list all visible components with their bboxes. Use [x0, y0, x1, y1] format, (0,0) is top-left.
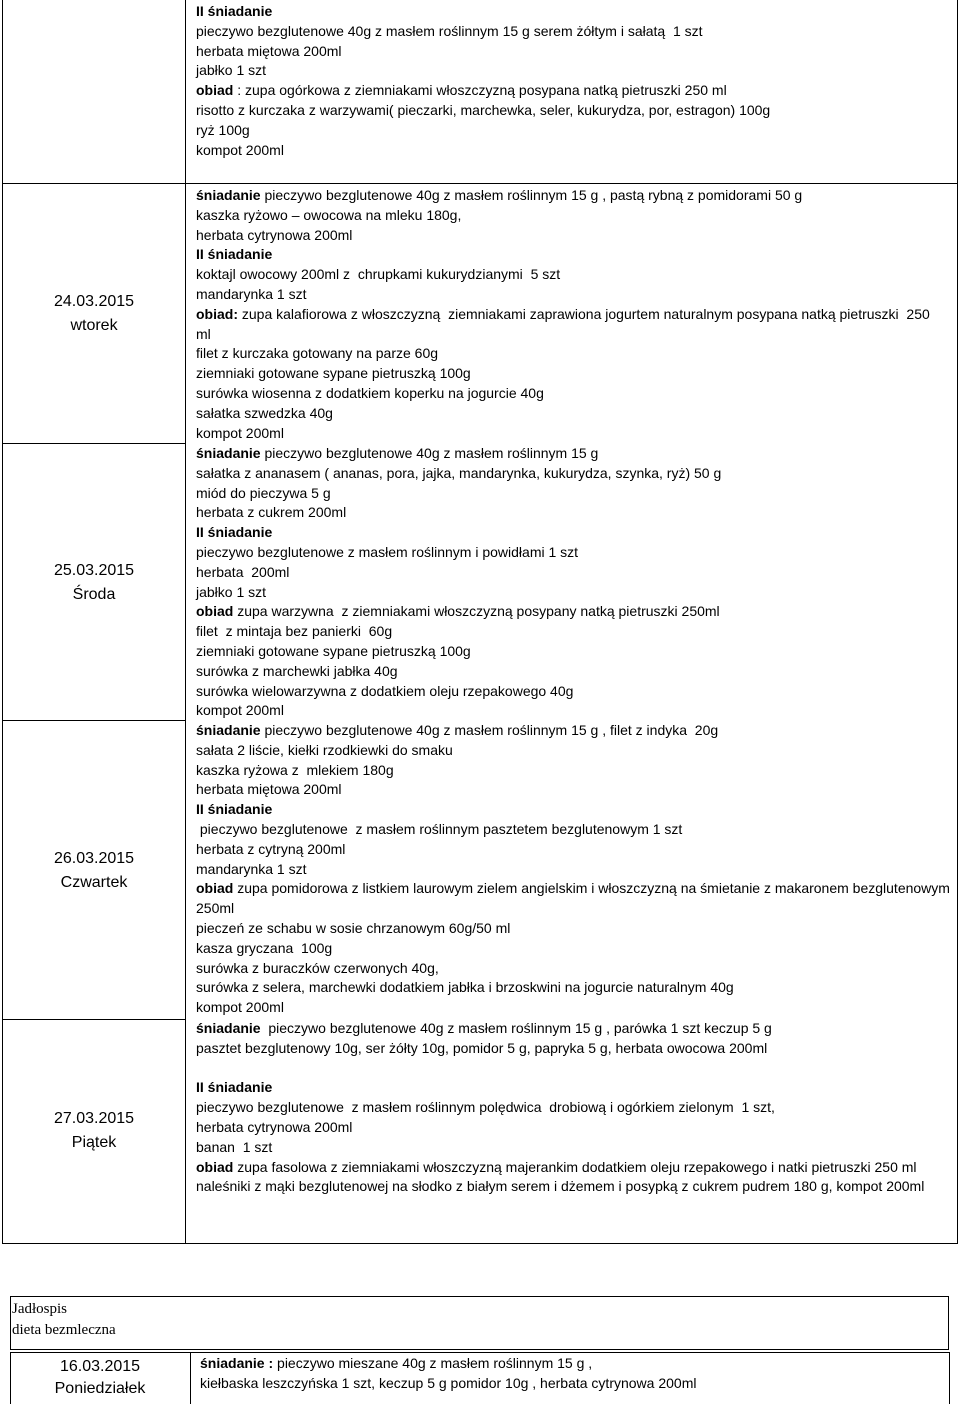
- meal-label: II śniadanie: [196, 246, 273, 263]
- meal-label: II śniadanie: [196, 3, 273, 19]
- menu-block-friday: [196, 1019, 956, 1197]
- day-date: 25.03.2015: [53, 562, 135, 579]
- menu-line: [196, 978, 956, 998]
- menu-line: [196, 424, 956, 444]
- menu-text: zupa warzywna z ziemniakami włoszczyzną posypany natką pietruszki 250ml: [233, 603, 720, 620]
- meal-label: obiad:: [196, 305, 238, 322]
- meal-label: śniadanie: [196, 445, 261, 461]
- menu-line: [196, 404, 956, 424]
- menu-line: [196, 800, 956, 820]
- menu-text: surówka z marchewki jabłka 40g: [196, 662, 398, 679]
- menu-block-previous-day: [196, 2, 956, 160]
- day-date: 24.03.2015: [53, 293, 135, 310]
- menu-line: [196, 364, 956, 384]
- meal-label: śniadanie: [196, 722, 261, 738]
- menu-text: kaszka ryżowo – owocowa na mleku 180g,: [196, 206, 462, 223]
- menu-block-thursday: [196, 721, 956, 1018]
- menu-text: surówka wiosenna z dodatkiem koperku na jogurcie 40g: [196, 384, 544, 401]
- menu-text: pieczeń ze schabu w sosie chrzanowym 60g/50 ml: [196, 919, 511, 936]
- menu-text: ziemniaki gotowane sypane pietruszką 100g: [196, 365, 471, 382]
- menu-text: filet z kurczaka gotowany na parze 60g: [196, 345, 439, 362]
- menu-line: [196, 2, 956, 22]
- menu-line: [196, 1138, 956, 1158]
- date-cell-tuesday: [3, 290, 185, 338]
- meal-label: II śniadanie: [196, 1079, 273, 1096]
- menu-text: 250ml: [196, 900, 235, 917]
- menu-line: [196, 820, 956, 840]
- menu-text: kompot 200ml: [196, 702, 284, 719]
- menu-text: pieczywo bezglutenowe 40g z masłem roślinnym 15 g , pastą rybną z pomidorami 50 g: [260, 187, 803, 203]
- menu-text: pieczywo bezglutenowe z masłem roślinnym pasztetem bezglutenowym 1 szt: [196, 820, 683, 837]
- menu-line: [196, 919, 956, 939]
- row-divider-2: [2, 443, 185, 444]
- monday-border-top: [10, 1352, 950, 1353]
- menu-line: [196, 1059, 956, 1079]
- menu-line: [196, 1118, 956, 1138]
- legend-box: [10, 1296, 949, 1350]
- menu-line: [196, 741, 956, 761]
- menu-line: [196, 840, 956, 860]
- meal-label: II śniadanie: [196, 801, 273, 818]
- monday-column-divider: [190, 1352, 191, 1404]
- menu-line: [196, 682, 956, 702]
- menu-line: [196, 543, 956, 563]
- menu-line: [196, 325, 956, 345]
- day-date: 26.03.2015: [53, 850, 135, 867]
- menu-line: [196, 998, 956, 1018]
- menu-line: [196, 642, 956, 662]
- menu-text: risotto z kurczaka z warzywami( pieczarki, marchewka, seler, kukurydza, por, estragon) 100g: [196, 101, 771, 118]
- menu-line: [196, 761, 956, 781]
- menu-text: zupa pomidorowa z listkiem laurowym zielem angielskim i włoszczyzną na śmietanie z makaronem bezglutenowym: [233, 880, 950, 897]
- menu-text: mandarynka 1 szt: [196, 860, 307, 877]
- menu-text: banan 1 szt: [196, 1138, 273, 1155]
- menu-text: pieczywo bezglutenowe z masłem roślinnym i powidłami 1 szt: [196, 543, 579, 560]
- menu-line: [196, 444, 956, 464]
- menu-text: herbata z cukrem 200ml: [196, 504, 347, 521]
- menu-text: kaszka ryżowa z mlekiem 180g: [196, 761, 394, 778]
- menu-text: surówka z selera, marchewki dodatkiem jabłka i brzoskwini na jogurcie naturalnym 40g: [196, 979, 734, 996]
- menu-line: [196, 959, 956, 979]
- menu-text: pieczywo bezglutenowe 40g z masłem roślinnym 15 g serem żółtym i sałatą 1 szt: [196, 22, 703, 39]
- menu-text: kompot 200ml: [196, 999, 284, 1016]
- menu-text: miód do pieczywa 5 g: [196, 484, 331, 501]
- meal-label: śniadanie: [196, 1020, 261, 1036]
- menu-line: [196, 464, 956, 484]
- menu-line: [196, 384, 956, 404]
- date-cell-monday: [10, 1356, 190, 1400]
- menu-text: surówka wielowarzywna z dodatkiem oleju rzepakowego 40g: [196, 682, 574, 699]
- legend-title: Jadłospis: [12, 1301, 68, 1317]
- menu-text: pieczywo bezglutenowe 40g z masłem roślinnym 15 g , filet z indyka 20g: [260, 722, 719, 738]
- legend-subtitle: dieta bezmleczna: [12, 1322, 116, 1338]
- day-weekday: Środa: [72, 586, 116, 603]
- menu-line: [196, 1098, 956, 1118]
- menu-text: ml: [196, 325, 211, 342]
- menu-line: [196, 81, 956, 101]
- row-divider-4: [2, 1019, 185, 1020]
- date-cell-friday: [3, 1107, 185, 1155]
- day-date: 27.03.2015: [53, 1110, 135, 1127]
- monday-border-right: [949, 1352, 950, 1404]
- menu-text: pasztet bezglutenowy 10g, ser żółty 10g, pomidor 5 g, papryka 5 g, herbata owocowa 200ml: [196, 1039, 768, 1056]
- menu-line: [196, 503, 956, 523]
- date-cell-wednesday: [3, 559, 185, 607]
- menu-line: [196, 226, 956, 246]
- menu-text: ryż 100g: [196, 121, 250, 138]
- table-border-bottom: [2, 1243, 958, 1244]
- menu-line: [196, 721, 956, 741]
- menu-text: kompot 200ml: [196, 424, 284, 441]
- menu-line: [196, 622, 956, 642]
- menu-block-wednesday: [196, 444, 956, 721]
- menu-line: [196, 245, 956, 265]
- day-weekday: Poniedziałek: [54, 1380, 146, 1397]
- menu-text: sałatka szwedzka 40g: [196, 404, 333, 421]
- menu-text: [196, 1060, 200, 1076]
- menu-text: kompot 200ml: [196, 141, 284, 158]
- menu-text: pieczywo mieszane 40g z masłem roślinnym 15 g ,: [273, 1355, 593, 1371]
- meal-label: II śniadanie: [196, 524, 273, 541]
- menu-line: [196, 186, 956, 206]
- menu-line: [196, 879, 956, 899]
- menu-line: [196, 206, 956, 226]
- menu-text: sałata 2 liście, kiełki rzodkiewki do smaku: [196, 741, 453, 758]
- menu-text: koktajl owocowy 200ml z chrupkami kukurydzianymi 5 szt: [196, 266, 561, 283]
- menu-line: [196, 61, 956, 81]
- menu-text: herbata cytrynowa 200ml: [196, 226, 353, 243]
- menu-line: [196, 265, 956, 285]
- menu-line: [196, 583, 956, 603]
- row-divider-1: [2, 183, 958, 184]
- menu-line: [196, 484, 956, 504]
- menu-text: pieczywo bezglutenowe z masłem roślinnym polędwica drobiową i ogórkiem zielonym 1 szt,: [196, 1099, 775, 1116]
- menu-line: [196, 42, 956, 62]
- menu-block-tuesday: [196, 186, 956, 443]
- menu-text: filet z mintaja bez panierki 60g: [196, 623, 393, 640]
- menu-line: [196, 523, 956, 543]
- menu-line: [196, 780, 956, 800]
- menu-line: [196, 101, 956, 121]
- menu-line: [196, 563, 956, 583]
- menu-line: [196, 1078, 956, 1098]
- menu-text: zupa kalafiorowa z włoszczyzną ziemniakami zaprawiona jogurtem naturalnym posypana natką pietruszki 250: [238, 305, 930, 322]
- menu-text: jabłko 1 szt: [196, 62, 267, 79]
- day-date: 16.03.2015: [59, 1358, 141, 1375]
- meal-label: obiad: [196, 82, 234, 99]
- meal-label: śniadanie :: [200, 1355, 274, 1371]
- menu-line: [196, 344, 956, 364]
- menu-text: jabłko 1 szt: [196, 583, 267, 600]
- menu-line: [196, 1177, 956, 1197]
- table-border-left: [2, 0, 3, 1244]
- table-column-divider: [185, 0, 186, 1244]
- menu-text: kasza gryczana 100g: [196, 939, 333, 956]
- day-weekday: Piątek: [71, 1134, 117, 1151]
- menu-text: ziemniaki gotowane sypane pietruszką 100g: [196, 642, 471, 659]
- menu-text: mandarynka 1 szt: [196, 285, 307, 302]
- menu-line: [196, 860, 956, 880]
- menu-text: naleśniki z mąki bezglutenowej na słodko z białym serem i dżemem i posypką z cukrem pudrem 180 g, kompot 200ml: [196, 1178, 925, 1195]
- meal-label: obiad: [196, 880, 234, 897]
- menu-text: zupa fasolowa z ziemniakami włoszczyzną majerankim dodatkiem oleju rzepakowego i natki pietruszki 250 ml: [233, 1158, 917, 1175]
- meal-label: śniadanie: [196, 187, 261, 203]
- day-weekday: wtorek: [70, 317, 118, 334]
- menu-line: [196, 602, 956, 622]
- menu-line: [196, 121, 956, 141]
- menu-text: herbata 200ml: [196, 563, 290, 580]
- menu-text: sałatka z ananasem ( ananas, pora, jajka, mandarynka, kukurydza, szynka, ryż) 50 g: [196, 464, 722, 481]
- menu-text: herbata miętowa 200ml: [196, 42, 342, 59]
- row-divider-3: [2, 720, 185, 721]
- menu-block-monday: [200, 1354, 940, 1393]
- menu-line: [196, 22, 956, 42]
- menu-text: pieczywo bezglutenowe 40g z masłem roślinnym 15 g , parówka 1 szt keczup 5 g: [260, 1020, 772, 1036]
- menu-line: [196, 1158, 956, 1178]
- menu-line: kiełbaska leszczyńska 1 szt, keczup 5 g pomidor 10g , herbata cytrynowa 200ml: [200, 1374, 697, 1391]
- menu-line: [196, 285, 956, 305]
- meal-label: obiad: [196, 603, 234, 620]
- menu-line: [196, 1019, 956, 1039]
- day-weekday: Czwartek: [60, 874, 128, 891]
- menu-text: : zupa ogórkowa z ziemniakami włoszczyzną posypana natką pietruszki 250 ml: [233, 82, 727, 99]
- meal-label: obiad: [196, 1158, 234, 1175]
- menu-line: [196, 1039, 956, 1059]
- menu-line: [196, 662, 956, 682]
- table-border-right: [957, 0, 958, 1244]
- date-cell-thursday: [3, 847, 185, 895]
- menu-line: [196, 939, 956, 959]
- menu-line: [196, 141, 956, 161]
- menu-line: [196, 701, 956, 721]
- menu-line: [196, 899, 956, 919]
- menu-text: pieczywo bezglutenowe 40g z masłem roślinnym 15 g: [260, 445, 599, 461]
- menu-text: herbata z cytryną 200ml: [196, 840, 346, 857]
- menu-text: herbata miętowa 200ml: [196, 781, 342, 798]
- menu-text: surówka z buraczków czerwonych 40g,: [196, 959, 439, 976]
- menu-line: [196, 305, 956, 325]
- menu-line: [200, 1354, 940, 1374]
- menu-text: herbata cytrynowa 200ml: [196, 1118, 353, 1135]
